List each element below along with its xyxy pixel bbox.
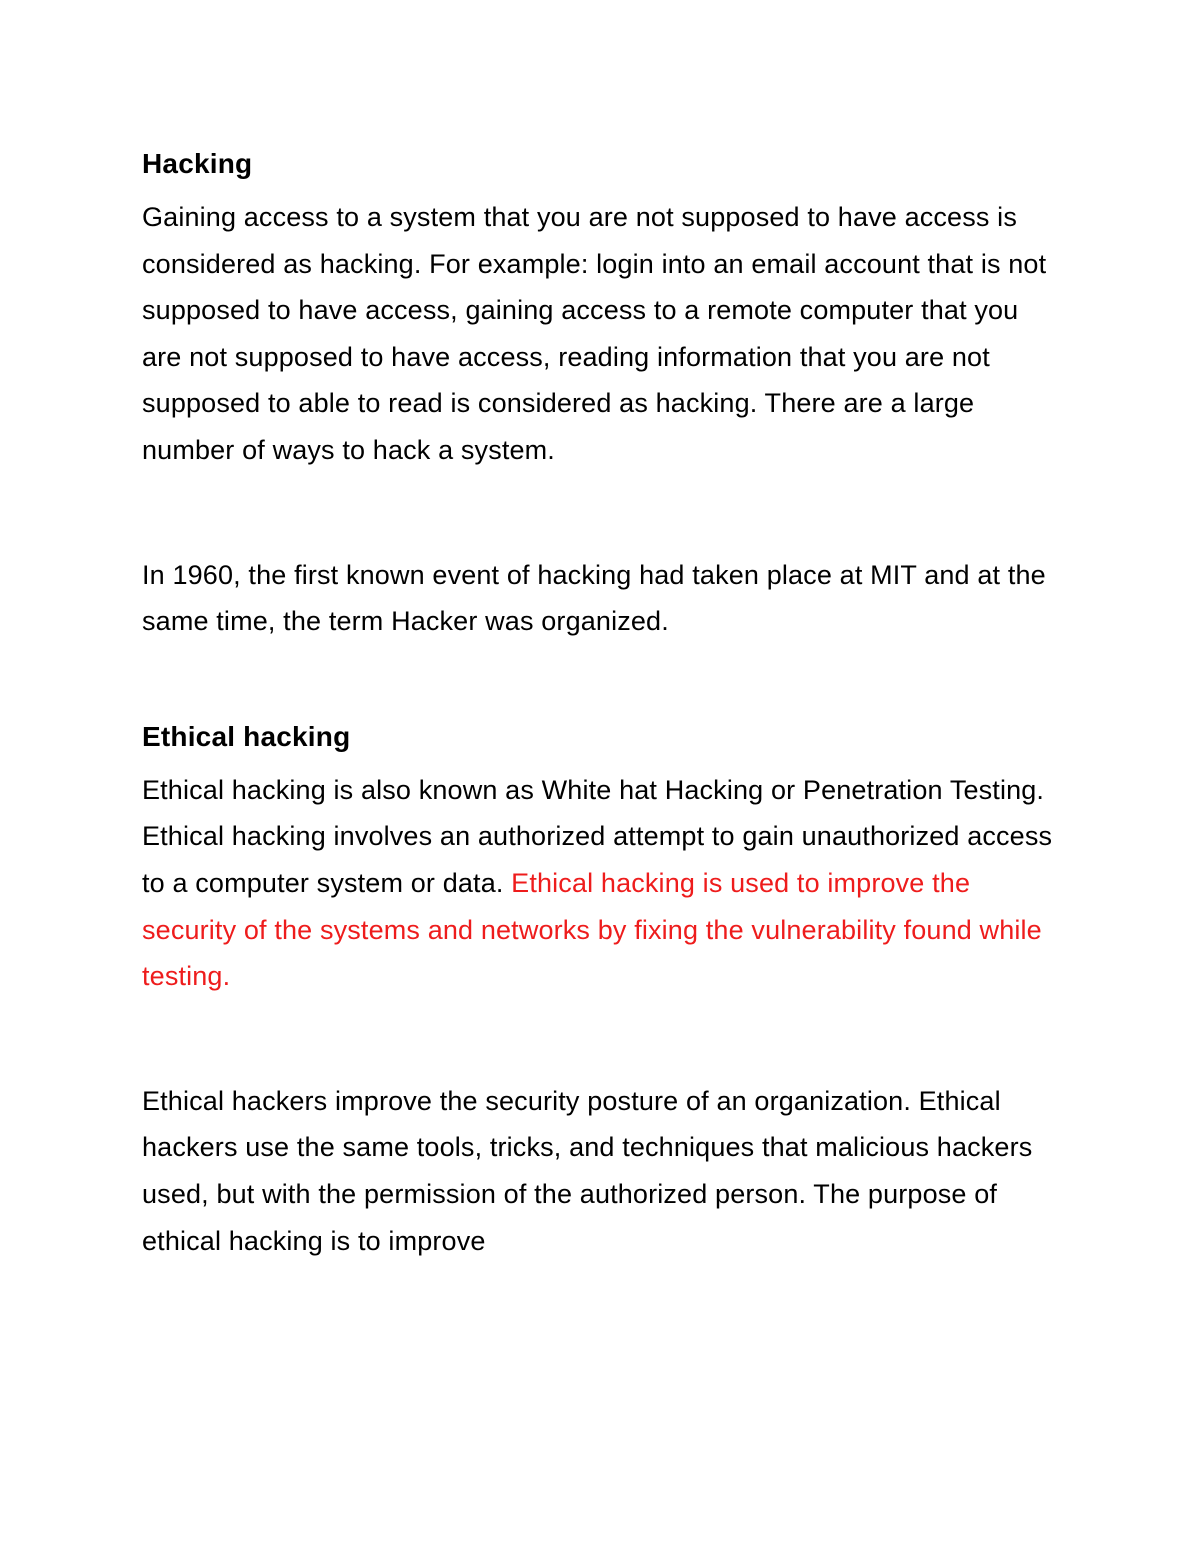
hacking-history-paragraph: In 1960, the first known event of hacking had taken place at MIT and at the same time, the term Hacker was organized.: [142, 559, 1046, 637]
ethical-hacking-paragraph: [142, 767, 1060, 1000]
ethical-hacking-text: Ethical hacking is also known as White hat Hacking or Penetration Testing. Ethical hacking involves an authorized attempt to gain unauthorized access to a computer system or data.: [142, 774, 1053, 898]
section-heading-ethical-hacking: Ethical hacking: [142, 720, 351, 752]
paragraph-spacer: [142, 1000, 1060, 1078]
highlighted-text: Ethical hacking is used to improve the security of the systems and networks by fixing the vulnerability found while testing.: [142, 867, 1042, 992]
hacking-definition-paragraph: Gaining access to a system that you are not supposed to have access is considered as hacking. For example: login into an email account that is not supposed to have access, gaining access to a remote computer that you are not supposed to have access, reading information that you are not supposed to able to read is considered as hacking. There are a large number of ways to hack a system.: [142, 202, 1047, 465]
paragraph-spacer: [142, 474, 1060, 552]
section-heading-hacking: Hacking: [142, 148, 253, 179]
ethical-hackers-paragraph: Ethical hackers improve the security posture of an organization. Ethical hackers use the same tools, tricks, and techniques that malicious hackers used, but with the permission of the authorized person. The purpose of ethical hacking is to improve: [142, 1085, 1033, 1256]
paragraph-spacer: [142, 645, 1060, 719]
